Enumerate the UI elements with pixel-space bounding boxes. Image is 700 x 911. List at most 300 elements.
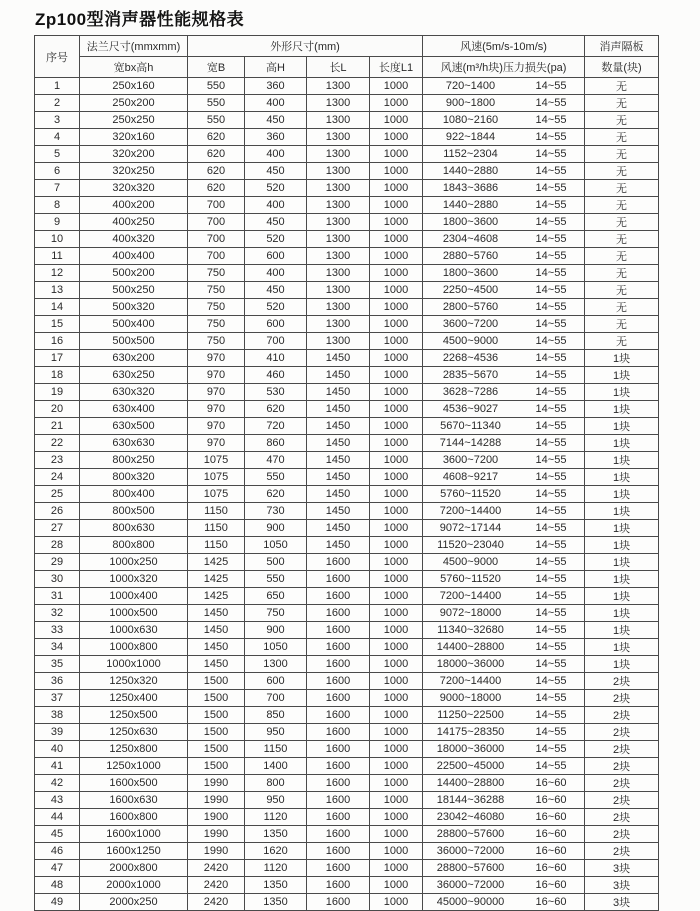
cell-length-l1: 1000	[370, 231, 423, 248]
cell-serial: 41	[35, 758, 80, 775]
cell-height-h: 530	[245, 384, 307, 401]
cell-airflow-pressure	[423, 452, 585, 469]
cell-flange: 2000x1000	[80, 877, 188, 894]
airflow-range: 922~1844	[445, 131, 496, 143]
cell-length-l1: 1000	[370, 452, 423, 469]
cell-airflow-pressure	[423, 554, 585, 571]
pressure-loss-range: 14~55	[535, 760, 567, 772]
cell-serial: 16	[35, 333, 80, 350]
cell-serial: 46	[35, 843, 80, 860]
cell-airflow-pressure	[423, 333, 585, 350]
cell-baffle: 1块	[585, 639, 659, 656]
cell-width-b: 550	[188, 95, 245, 112]
cell-airflow-pressure	[423, 588, 585, 605]
cell-length-l1: 1000	[370, 537, 423, 554]
cell-baffle: 无	[585, 197, 659, 214]
cell-length-l1: 1000	[370, 690, 423, 707]
cell-serial: 33	[35, 622, 80, 639]
table-row	[35, 282, 659, 299]
cell-length-l: 1300	[307, 333, 370, 350]
cell-baffle: 无	[585, 299, 659, 316]
cell-length-l: 1300	[307, 129, 370, 146]
cell-length-l: 1300	[307, 112, 370, 129]
header-wind-sub: 风速(m³/h块)压力损失(pa)	[423, 57, 585, 78]
cell-width-b: 1150	[188, 520, 245, 537]
cell-baffle: 无	[585, 265, 659, 282]
cell-flange: 800x630	[80, 520, 188, 537]
cell-length-l: 1300	[307, 197, 370, 214]
cell-airflow-pressure	[423, 316, 585, 333]
cell-flange: 500x320	[80, 299, 188, 316]
pressure-loss-range: 14~55	[535, 573, 567, 585]
cell-width-b: 1990	[188, 792, 245, 809]
cell-height-h: 860	[245, 435, 307, 452]
cell-baffle: 1块	[585, 571, 659, 588]
cell-serial: 19	[35, 384, 80, 401]
cell-baffle: 无	[585, 146, 659, 163]
cell-serial: 10	[35, 231, 80, 248]
pressure-loss-range: 14~55	[535, 301, 567, 313]
page-title: Zp100型消声器性能规格表	[35, 10, 245, 29]
cell-serial: 28	[35, 537, 80, 554]
airflow-range: 23042~46080	[436, 811, 505, 823]
cell-baffle: 1块	[585, 486, 659, 503]
cell-serial: 29	[35, 554, 80, 571]
cell-flange: 250x200	[80, 95, 188, 112]
cell-airflow-pressure	[423, 367, 585, 384]
cell-length-l1: 1000	[370, 707, 423, 724]
table-row	[35, 78, 659, 95]
cell-height-h: 800	[245, 775, 307, 792]
cell-baffle: 1块	[585, 656, 659, 673]
cell-flange: 320x250	[80, 163, 188, 180]
table-row	[35, 469, 659, 486]
airflow-range: 1440~2880	[442, 199, 499, 211]
cell-length-l: 1450	[307, 520, 370, 537]
cell-length-l1: 1000	[370, 129, 423, 146]
cell-width-b: 750	[188, 316, 245, 333]
cell-length-l1: 1000	[370, 469, 423, 486]
table-row	[35, 486, 659, 503]
cell-length-l: 1600	[307, 656, 370, 673]
cell-length-l: 1300	[307, 316, 370, 333]
cell-flange: 1250x400	[80, 690, 188, 707]
cell-height-h: 950	[245, 792, 307, 809]
cell-length-l: 1450	[307, 384, 370, 401]
table-row	[35, 435, 659, 452]
cell-flange: 1600x630	[80, 792, 188, 809]
cell-flange: 630x200	[80, 350, 188, 367]
cell-height-h: 1050	[245, 537, 307, 554]
pressure-loss-range: 14~55	[535, 148, 567, 160]
pressure-loss-range: 14~55	[535, 369, 567, 381]
cell-baffle: 无	[585, 214, 659, 231]
airflow-range: 9072~18000	[439, 607, 502, 619]
cell-flange: 400x400	[80, 248, 188, 265]
cell-width-b: 1150	[188, 537, 245, 554]
cell-length-l: 1300	[307, 146, 370, 163]
airflow-range: 11520~23040	[437, 539, 504, 551]
cell-airflow-pressure	[423, 673, 585, 690]
cell-length-l1: 1000	[370, 741, 423, 758]
cell-width-b: 2420	[188, 860, 245, 877]
header-length-l1: 长度L1	[370, 57, 423, 78]
spec-table	[34, 35, 659, 911]
airflow-range: 18000~36000	[436, 743, 505, 755]
pressure-loss-range: 14~55	[535, 471, 567, 483]
cell-airflow-pressure	[423, 78, 585, 95]
cell-height-h: 500	[245, 554, 307, 571]
table-row	[35, 520, 659, 537]
cell-serial: 27	[35, 520, 80, 537]
cell-height-h: 620	[245, 486, 307, 503]
cell-height-h: 470	[245, 452, 307, 469]
header-serial: 序号	[35, 36, 80, 78]
cell-width-b: 2420	[188, 877, 245, 894]
pressure-loss-range: 14~55	[535, 352, 567, 364]
table-row	[35, 197, 659, 214]
table-row	[35, 707, 659, 724]
cell-flange: 320x320	[80, 180, 188, 197]
pressure-loss-range: 16~60	[535, 879, 567, 891]
cell-length-l1: 1000	[370, 877, 423, 894]
airflow-range: 3628~7286	[442, 386, 499, 398]
cell-length-l1: 1000	[370, 299, 423, 316]
pressure-loss-range: 16~60	[535, 794, 567, 806]
cell-length-l1: 1000	[370, 554, 423, 571]
airflow-range: 1843~3686	[442, 182, 499, 194]
table-row	[35, 877, 659, 894]
cell-airflow-pressure	[423, 877, 585, 894]
table-row	[35, 775, 659, 792]
table-row	[35, 95, 659, 112]
cell-length-l: 1300	[307, 163, 370, 180]
cell-width-b: 1500	[188, 741, 245, 758]
cell-length-l1: 1000	[370, 333, 423, 350]
cell-length-l: 1600	[307, 843, 370, 860]
cell-width-b: 1500	[188, 673, 245, 690]
table-row	[35, 656, 659, 673]
cell-length-l: 1600	[307, 622, 370, 639]
cell-width-b: 700	[188, 197, 245, 214]
cell-height-h: 1150	[245, 741, 307, 758]
airflow-range: 22500~45000	[436, 760, 505, 772]
cell-flange: 800x320	[80, 469, 188, 486]
airflow-range: 5670~11340	[440, 420, 501, 432]
cell-serial: 24	[35, 469, 80, 486]
cell-flange: 250x250	[80, 112, 188, 129]
cell-length-l: 1450	[307, 537, 370, 554]
cell-width-b: 620	[188, 146, 245, 163]
airflow-range: 2250~4500	[442, 284, 499, 296]
cell-airflow-pressure	[423, 605, 585, 622]
cell-width-b: 970	[188, 384, 245, 401]
cell-serial: 12	[35, 265, 80, 282]
pressure-loss-range: 14~55	[535, 267, 567, 279]
cell-flange: 800x800	[80, 537, 188, 554]
table-row	[35, 792, 659, 809]
cell-flange: 1250x320	[80, 673, 188, 690]
airflow-range: 7144~14288	[439, 437, 502, 449]
pressure-loss-range: 16~60	[535, 811, 567, 823]
cell-flange: 500x250	[80, 282, 188, 299]
cell-width-b: 1425	[188, 588, 245, 605]
header-flange-group: 法兰尺寸(mmxmm)	[80, 36, 188, 57]
cell-serial: 15	[35, 316, 80, 333]
table-row	[35, 129, 659, 146]
cell-baffle: 1块	[585, 384, 659, 401]
cell-serial: 45	[35, 826, 80, 843]
cell-flange: 1000x1000	[80, 656, 188, 673]
cell-airflow-pressure	[423, 129, 585, 146]
cell-width-b: 1075	[188, 452, 245, 469]
pressure-loss-range: 14~55	[535, 539, 567, 551]
table-row	[35, 588, 659, 605]
cell-airflow-pressure	[423, 809, 585, 826]
cell-length-l1: 1000	[370, 605, 423, 622]
cell-length-l1: 1000	[370, 384, 423, 401]
cell-serial: 30	[35, 571, 80, 588]
cell-flange: 1000x250	[80, 554, 188, 571]
cell-length-l1: 1000	[370, 758, 423, 775]
airflow-range: 7200~14400	[439, 590, 502, 602]
cell-airflow-pressure	[423, 486, 585, 503]
cell-serial: 5	[35, 146, 80, 163]
table-row	[35, 673, 659, 690]
airflow-range: 3600~7200	[442, 454, 499, 466]
cell-width-b: 970	[188, 350, 245, 367]
airflow-range: 2268~4536	[442, 352, 499, 364]
cell-flange: 1250x630	[80, 724, 188, 741]
cell-length-l1: 1000	[370, 486, 423, 503]
airflow-range: 11250~22500	[437, 709, 504, 721]
airflow-range: 1080~2160	[442, 114, 499, 126]
table-row	[35, 248, 659, 265]
table-row	[35, 537, 659, 554]
cell-height-h: 1120	[245, 809, 307, 826]
cell-serial: 4	[35, 129, 80, 146]
cell-length-l: 1600	[307, 707, 370, 724]
cell-serial: 20	[35, 401, 80, 418]
cell-baffle: 1块	[585, 350, 659, 367]
cell-baffle: 2块	[585, 826, 659, 843]
pressure-loss-range: 14~55	[535, 233, 567, 245]
cell-flange: 1000x400	[80, 588, 188, 605]
airflow-range: 1800~3600	[442, 267, 499, 279]
cell-height-h: 1400	[245, 758, 307, 775]
table-row	[35, 401, 659, 418]
cell-flange: 1600x1250	[80, 843, 188, 860]
cell-baffle: 1块	[585, 367, 659, 384]
cell-length-l1: 1000	[370, 197, 423, 214]
cell-baffle: 2块	[585, 724, 659, 741]
cell-height-h: 410	[245, 350, 307, 367]
cell-baffle: 1块	[585, 588, 659, 605]
cell-width-b: 1450	[188, 622, 245, 639]
cell-length-l: 1300	[307, 248, 370, 265]
cell-height-h: 460	[245, 367, 307, 384]
cell-width-b: 700	[188, 248, 245, 265]
pressure-loss-range: 14~55	[535, 675, 567, 687]
cell-baffle: 2块	[585, 690, 659, 707]
cell-flange: 400x200	[80, 197, 188, 214]
cell-length-l: 1450	[307, 503, 370, 520]
cell-width-b: 1500	[188, 707, 245, 724]
cell-airflow-pressure	[423, 690, 585, 707]
table-row	[35, 826, 659, 843]
cell-airflow-pressure	[423, 707, 585, 724]
cell-length-l: 1600	[307, 775, 370, 792]
cell-width-b: 620	[188, 180, 245, 197]
cell-flange: 1000x800	[80, 639, 188, 656]
table-row	[35, 350, 659, 367]
cell-length-l: 1300	[307, 231, 370, 248]
airflow-range: 36000~72000	[436, 845, 505, 857]
header-baffle-sub: 数量(块)	[585, 57, 659, 78]
cell-height-h: 520	[245, 231, 307, 248]
cell-serial: 11	[35, 248, 80, 265]
table-row	[35, 333, 659, 350]
cell-length-l1: 1000	[370, 401, 423, 418]
cell-serial: 3	[35, 112, 80, 129]
cell-serial: 1	[35, 78, 80, 95]
pressure-loss-range: 14~55	[535, 97, 567, 109]
cell-flange: 1250x500	[80, 707, 188, 724]
cell-serial: 2	[35, 95, 80, 112]
cell-length-l1: 1000	[370, 503, 423, 520]
pressure-loss-range: 14~55	[535, 743, 567, 755]
cell-width-b: 1500	[188, 758, 245, 775]
cell-height-h: 400	[245, 146, 307, 163]
cell-height-h: 950	[245, 724, 307, 741]
pressure-loss-range: 14~55	[535, 80, 567, 92]
cell-length-l: 1300	[307, 265, 370, 282]
cell-width-b: 970	[188, 435, 245, 452]
cell-height-h: 550	[245, 571, 307, 588]
cell-height-h: 1120	[245, 860, 307, 877]
cell-height-h: 400	[245, 265, 307, 282]
cell-height-h: 600	[245, 248, 307, 265]
cell-baffle: 1块	[585, 452, 659, 469]
cell-flange: 630x630	[80, 435, 188, 452]
cell-length-l: 1600	[307, 571, 370, 588]
cell-flange: 2000x250	[80, 894, 188, 911]
header-row-sub	[35, 57, 659, 78]
pressure-loss-range: 14~55	[535, 641, 567, 653]
cell-length-l1: 1000	[370, 163, 423, 180]
cell-width-b: 750	[188, 265, 245, 282]
cell-baffle: 无	[585, 129, 659, 146]
pressure-loss-range: 14~55	[535, 199, 567, 211]
cell-serial: 7	[35, 180, 80, 197]
cell-baffle: 2块	[585, 741, 659, 758]
cell-airflow-pressure	[423, 860, 585, 877]
cell-serial: 43	[35, 792, 80, 809]
cell-airflow-pressure	[423, 537, 585, 554]
cell-airflow-pressure	[423, 197, 585, 214]
cell-width-b: 1075	[188, 469, 245, 486]
cell-height-h: 900	[245, 622, 307, 639]
pressure-loss-range: 14~55	[535, 114, 567, 126]
cell-baffle: 1块	[585, 622, 659, 639]
cell-length-l1: 1000	[370, 894, 423, 911]
cell-length-l1: 1000	[370, 809, 423, 826]
pressure-loss-range: 14~55	[535, 335, 567, 347]
cell-width-b: 550	[188, 112, 245, 129]
cell-baffle: 1块	[585, 435, 659, 452]
cell-length-l: 1300	[307, 95, 370, 112]
cell-length-l: 1600	[307, 639, 370, 656]
cell-length-l1: 1000	[370, 622, 423, 639]
cell-width-b: 1500	[188, 724, 245, 741]
pressure-loss-range: 16~60	[535, 828, 567, 840]
airflow-range: 28800~57600	[436, 828, 505, 840]
airflow-range: 36000~72000	[436, 879, 505, 891]
cell-flange: 320x160	[80, 129, 188, 146]
pressure-loss-range: 14~55	[535, 726, 567, 738]
table-row	[35, 316, 659, 333]
airflow-range: 1800~3600	[442, 216, 499, 228]
table-row	[35, 299, 659, 316]
cell-flange: 630x320	[80, 384, 188, 401]
pressure-loss-range: 16~60	[535, 845, 567, 857]
table-row	[35, 741, 659, 758]
airflow-range: 14400~28800	[436, 641, 505, 653]
airflow-range: 7200~14400	[439, 505, 502, 517]
cell-baffle: 无	[585, 248, 659, 265]
cell-width-b: 1450	[188, 656, 245, 673]
cell-width-b: 620	[188, 163, 245, 180]
cell-baffle: 2块	[585, 673, 659, 690]
cell-height-h: 850	[245, 707, 307, 724]
pressure-loss-range: 14~55	[535, 131, 567, 143]
cell-length-l1: 1000	[370, 673, 423, 690]
cell-height-h: 360	[245, 78, 307, 95]
cell-serial: 37	[35, 690, 80, 707]
cell-length-l: 1600	[307, 588, 370, 605]
table-row	[35, 843, 659, 860]
header-baffle-group: 消声隔板	[585, 36, 659, 57]
cell-width-b: 1990	[188, 826, 245, 843]
pressure-loss-range: 14~55	[535, 182, 567, 194]
cell-serial: 42	[35, 775, 80, 792]
cell-baffle: 无	[585, 231, 659, 248]
cell-length-l: 1600	[307, 792, 370, 809]
cell-height-h: 620	[245, 401, 307, 418]
table-header	[35, 36, 659, 78]
airflow-range: 14400~28800	[436, 777, 505, 789]
cell-flange: 1000x320	[80, 571, 188, 588]
cell-airflow-pressure	[423, 112, 585, 129]
cell-airflow-pressure	[423, 214, 585, 231]
cell-height-h: 450	[245, 282, 307, 299]
cell-baffle: 1块	[585, 554, 659, 571]
cell-height-h: 450	[245, 214, 307, 231]
cell-length-l1: 1000	[370, 146, 423, 163]
cell-length-l: 1300	[307, 78, 370, 95]
cell-serial: 18	[35, 367, 80, 384]
cell-serial: 6	[35, 163, 80, 180]
cell-length-l: 1300	[307, 299, 370, 316]
cell-airflow-pressure	[423, 231, 585, 248]
cell-length-l: 1600	[307, 690, 370, 707]
cell-airflow-pressure	[423, 758, 585, 775]
cell-airflow-pressure	[423, 571, 585, 588]
cell-serial: 21	[35, 418, 80, 435]
cell-length-l1: 1000	[370, 265, 423, 282]
cell-baffle: 1块	[585, 401, 659, 418]
pressure-loss-range: 14~55	[535, 709, 567, 721]
